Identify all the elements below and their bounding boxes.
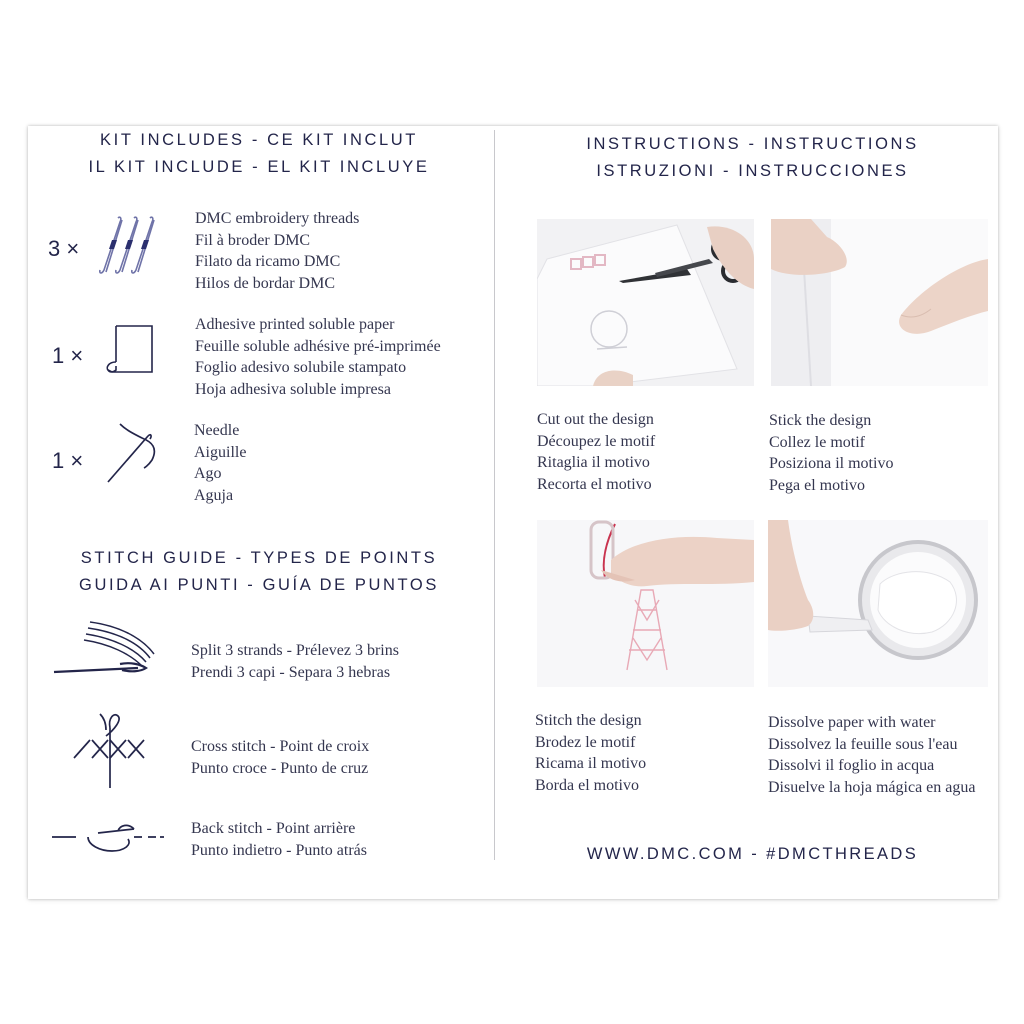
needle-icon	[102, 420, 162, 488]
stitch-heading-line1: STITCH GUIDE - TYPES DE POINTS	[80, 549, 438, 567]
paper-description: Adhesive printed soluble paper Feuille soluble adhésive pré-imprimée Foglio adesivo solubile stampato Hoja adhesiva soluble impresa	[195, 316, 441, 398]
kit-heading-line1: KIT INCLUDES - CE KIT INCLUT	[100, 131, 418, 149]
back-stitch-description: Back stitch - Point arrière Punto indietro - Punto atrás	[191, 820, 367, 859]
cross-stitch-icon	[70, 708, 152, 792]
cut-design-photo	[537, 219, 754, 386]
dissolve-paper-photo	[768, 520, 988, 687]
step-stick-caption: Stick the design Collez le motif Posiziona il motivo Pega el motivo	[769, 412, 894, 494]
step-stitch-caption: Stitch the design Brodez le motif Ricama il motivo Borda el motivo	[535, 712, 647, 794]
stick-design-photo	[771, 219, 988, 386]
instructions-heading	[505, 131, 1000, 185]
threads-quantity: 3 ×	[48, 236, 80, 261]
stitch-heading-line2: GUIDA AI PUNTI - GUÍA DE PUNTOS	[79, 576, 439, 594]
website-footer: WWW.DMC.COM - #DMCTHREADS	[586, 845, 919, 863]
threads-description: DMC embroidery threads Fil à broder DMC Filato da ricamo DMC Hilos de bordar DMC	[195, 210, 360, 292]
step-cut-caption: Cut out the design Découpez le motif Ritaglia il motivo Recorta el motivo	[537, 411, 656, 493]
split-strands-description: Split 3 strands - Prélevez 3 brins Prendi 3 capi - Separa 3 hebras	[191, 642, 399, 681]
step-dissolve-caption: Dissolve paper with water Dissolvez la feuille sous l'eau Dissolvi il foglio in acqua Disuelve la hoja mágica en agua	[768, 714, 976, 796]
column-divider	[494, 130, 495, 860]
paper-quantity: 1 ×	[52, 343, 84, 368]
instructions-heading-line2: ISTRUZIONI - INSTRUCCIONES	[596, 162, 909, 180]
kit-heading-line2: IL KIT INCLUDE - EL KIT INCLUYE	[88, 158, 430, 176]
stitch-design-photo	[537, 520, 754, 687]
kit-heading	[34, 127, 484, 181]
needle-quantity: 1 ×	[52, 448, 84, 473]
threads-icon	[96, 214, 162, 278]
back-stitch-icon	[48, 815, 166, 859]
split-strands-icon	[50, 618, 160, 680]
paper-icon	[100, 322, 156, 376]
needle-description: Needle Aiguille Ago Aguja	[194, 422, 247, 504]
stitch-heading	[34, 545, 484, 599]
cross-stitch-description: Cross stitch - Point de croix Punto croce - Punto de cruz	[191, 738, 370, 777]
instructions-heading-line1: INSTRUCTIONS - INSTRUCTIONS	[586, 135, 919, 153]
